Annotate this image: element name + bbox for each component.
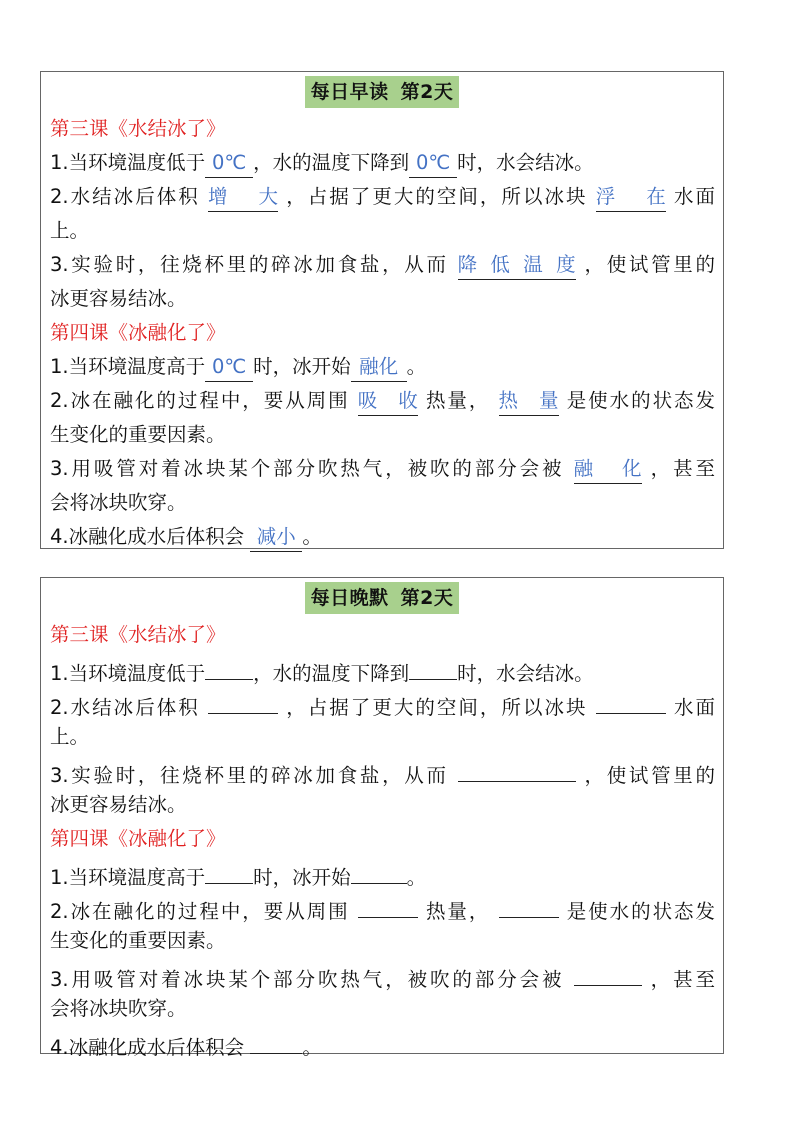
question-line-cont: 冰更容易结冰。	[50, 793, 187, 816]
answer-blank: 吸收	[358, 388, 418, 416]
question-line: 3.实验时，往烧杯里的碎冰加食盐，从而 ，使试管里的	[50, 754, 715, 788]
empty-blank[interactable]	[574, 958, 642, 986]
question-line: 1.当环境温度低于 0℃ ，水的温度下降到 0℃ 时，水会结冰。	[50, 146, 715, 180]
morning-reading-card	[40, 71, 724, 549]
lesson4-heading: 第四课《冰融化了》	[50, 827, 226, 850]
question-line: 1.当环境温度高于 时，冰开始 。	[50, 856, 715, 890]
empty-blank[interactable]	[351, 856, 407, 884]
lesson3-heading: 第三课《水结冰了》	[50, 623, 226, 646]
lesson4-heading: 第四课《冰融化了》	[50, 321, 226, 344]
question-line: 3.用吸管对着冰块某个部分吹热气，被吹的部分会被 融化 ，甚至	[50, 452, 715, 486]
empty-blank[interactable]	[205, 856, 253, 884]
answer-blank: 融化	[574, 456, 642, 484]
answer-blank: 热量	[499, 388, 559, 416]
empty-blank[interactable]	[358, 890, 418, 918]
empty-blank[interactable]	[596, 686, 666, 714]
question-line: 1.当环境温度高于 0℃ 时，冰开始 融化 。	[50, 350, 715, 384]
empty-blank[interactable]	[458, 754, 576, 782]
evening-dictation-card	[40, 577, 724, 1059]
question-line-cont: 上。	[50, 219, 90, 242]
question-line-cont: 生变化的重要因素。	[50, 929, 226, 952]
empty-blank[interactable]	[499, 890, 559, 918]
lesson3-heading: 第三课《水结冰了》	[50, 117, 226, 140]
question-line: 2.水结冰后体积 ，占据了更大的空间，所以冰块 水面	[50, 686, 715, 720]
question-line-cont: 生变化的重要因素。	[50, 423, 226, 446]
question-line: 4.冰融化成水后体积会 。	[50, 1026, 715, 1060]
empty-blank[interactable]	[208, 686, 278, 714]
answer-blank: 减小	[250, 524, 302, 552]
evening-title: 每日晚默 第2天	[305, 582, 460, 614]
question-line: 2.冰在融化的过程中，要从周围 吸收 热量， 热量 是使水的状态发	[50, 384, 715, 418]
question-line-cont: 会将冰块吹穿。	[50, 491, 187, 514]
answer-blank: 增大	[208, 184, 278, 212]
question-line: 3.用吸管对着冰块某个部分吹热气，被吹的部分会被 ，甚至	[50, 958, 715, 992]
question-line-cont: 冰更容易结冰。	[50, 287, 187, 310]
question-line-cont: 上。	[50, 725, 90, 748]
question-line: 2.冰在融化的过程中，要从周围 热量， 是使水的状态发	[50, 890, 715, 924]
empty-blank[interactable]	[409, 652, 457, 680]
empty-blank[interactable]	[250, 1026, 302, 1054]
answer-blank: 0℃	[205, 150, 253, 178]
question-line: 2.水结冰后体积 增大 ，占据了更大的空间，所以冰块 浮在 水面	[50, 180, 715, 214]
answer-blank: 浮在	[596, 184, 666, 212]
answer-blank: 降低温度	[458, 252, 576, 280]
answer-blank: 0℃	[409, 150, 457, 178]
question-line: 3.实验时，往烧杯里的碎冰加食盐，从而 降低温度 ，使试管里的	[50, 248, 715, 282]
question-line: 4.冰融化成水后体积会 减小 。	[50, 520, 715, 554]
question-line: 1.当环境温度低于 ，水的温度下降到 时，水会结冰。	[50, 652, 715, 686]
empty-blank[interactable]	[205, 652, 253, 680]
answer-blank: 0℃	[205, 354, 253, 382]
morning-title: 每日早读 第2天	[305, 76, 460, 108]
question-line-cont: 会将冰块吹穿。	[50, 997, 187, 1020]
answer-blank: 融化	[351, 354, 407, 382]
